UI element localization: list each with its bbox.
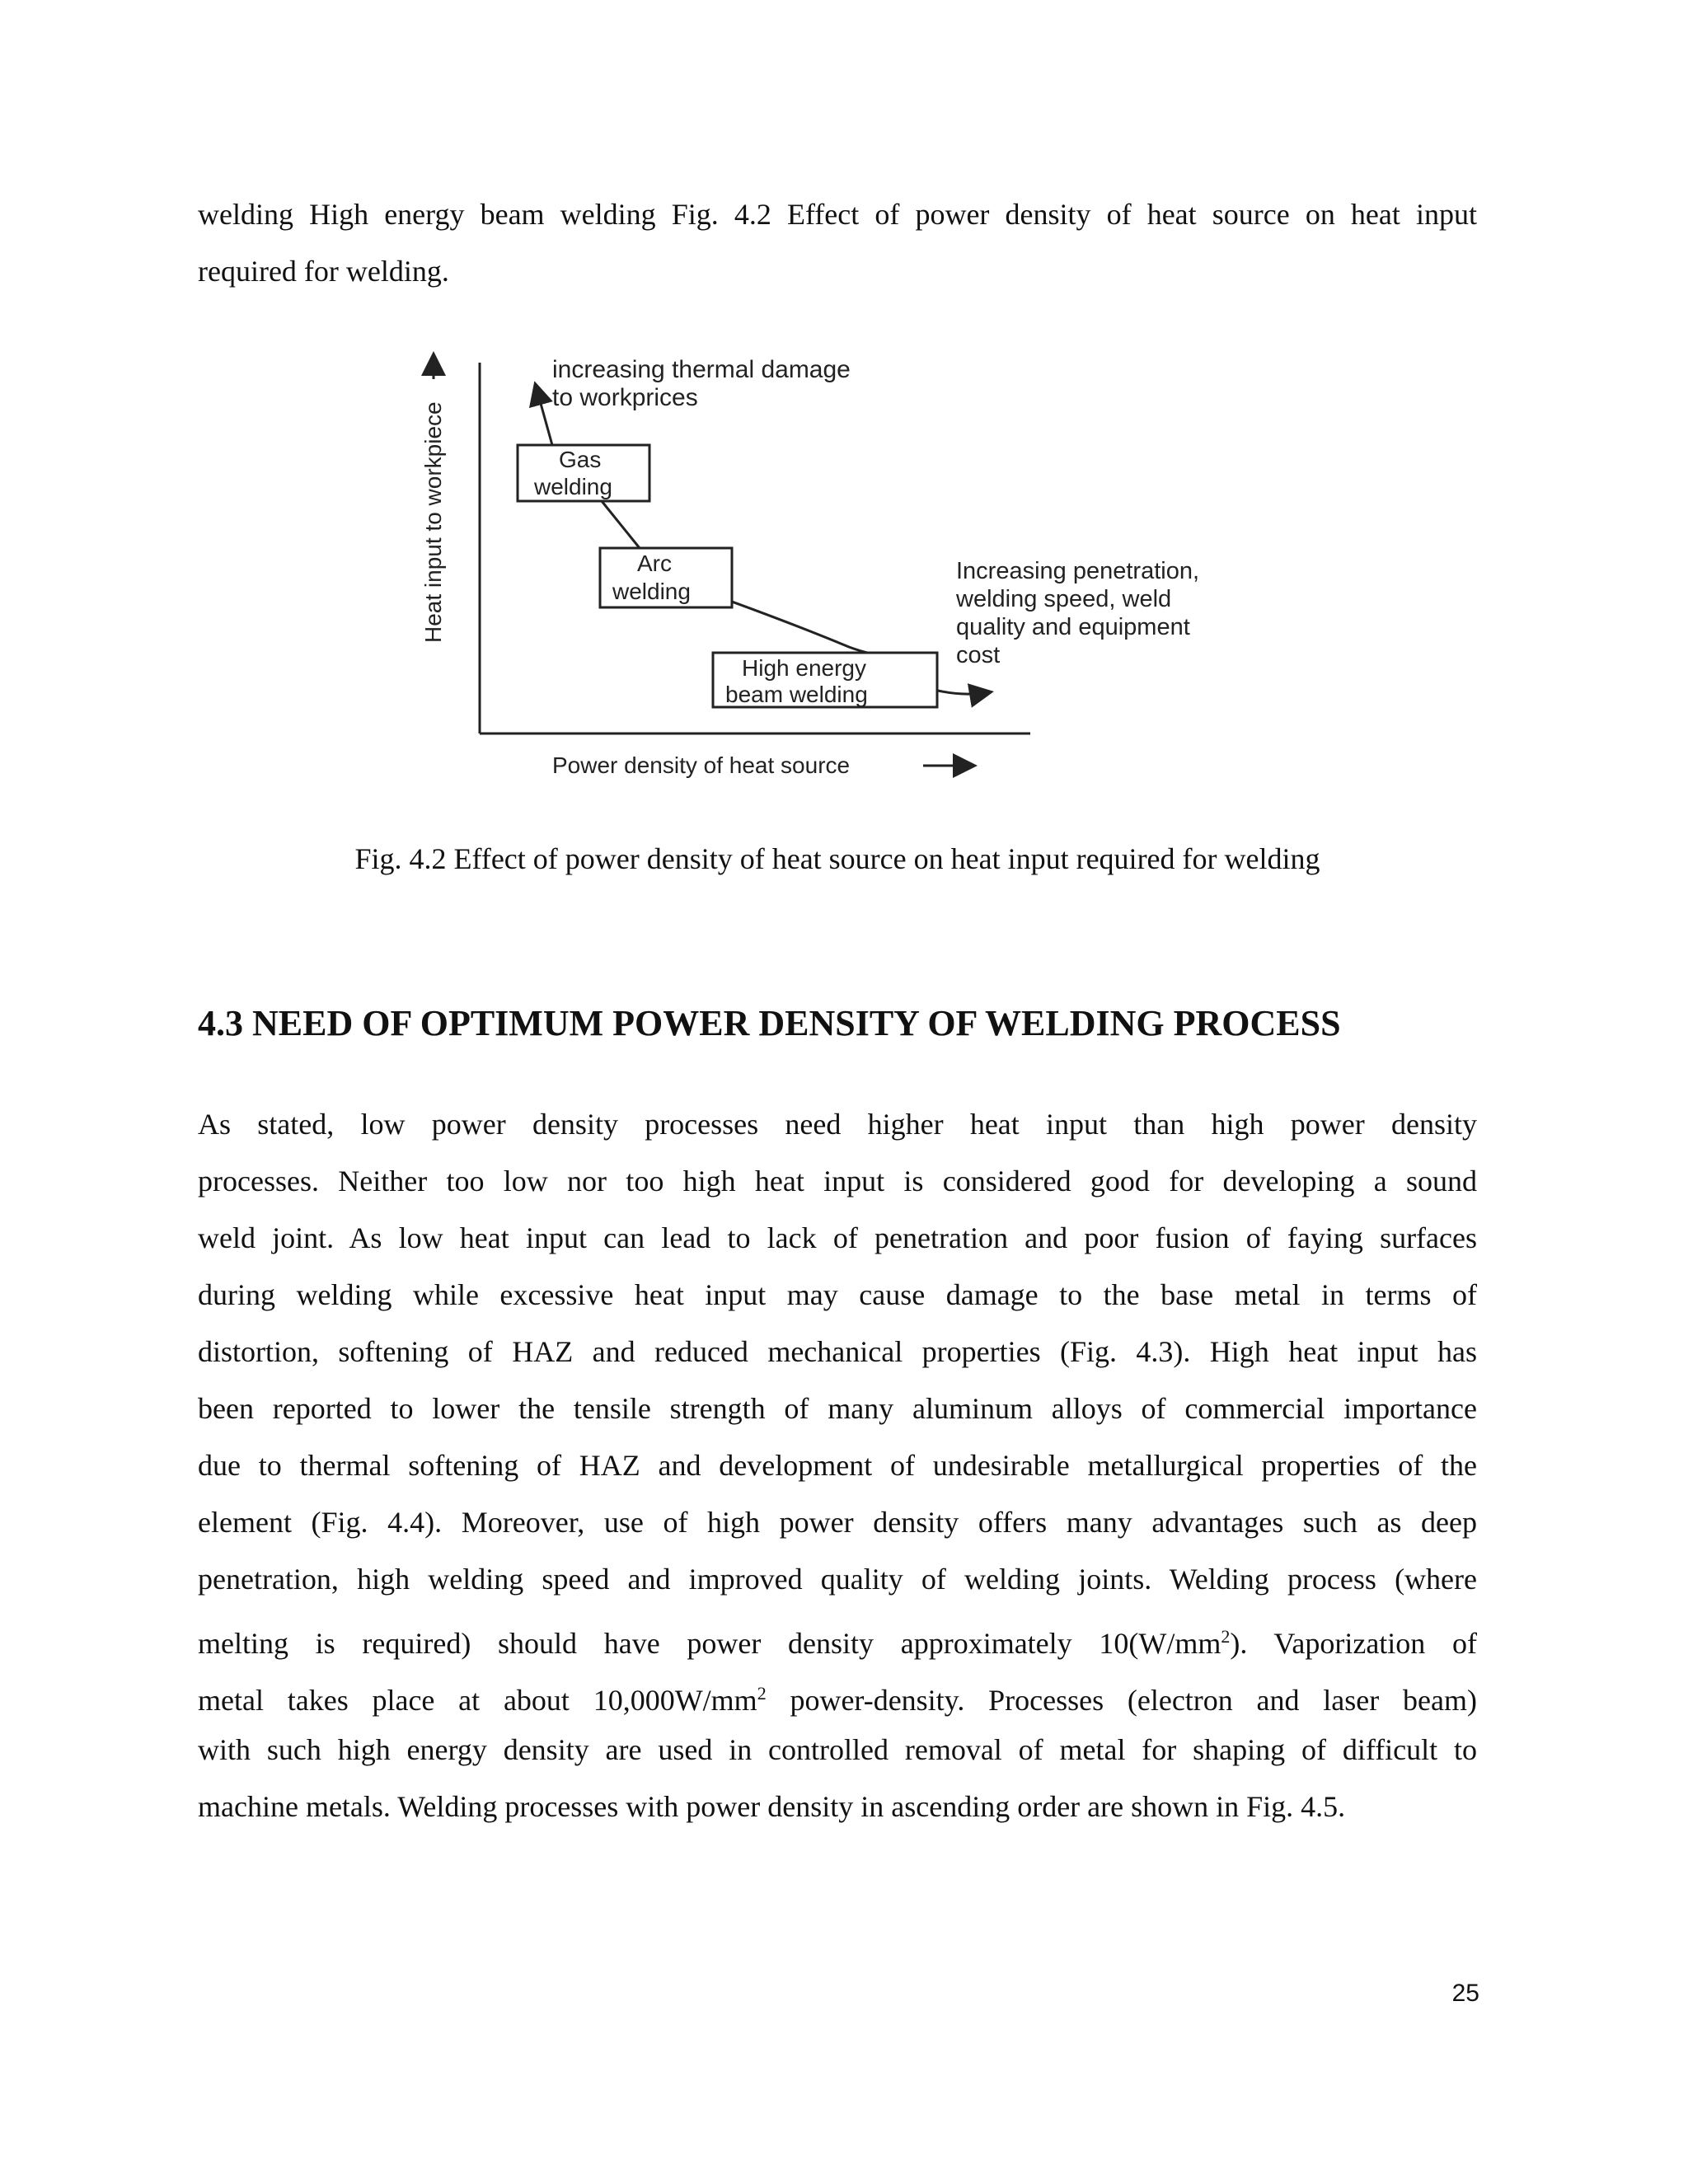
right-note-line4: cost [956,642,1001,668]
connector-gas-arc [602,501,643,552]
gas-welding-label-2: welding [534,474,612,499]
superscript: 2 [1221,1626,1231,1647]
section-paragraph [198,1096,1477,1835]
paragraph-line: distortion, softening of HAZ and reduced mechanical properties (Fig. 4.3). High heat input has [198,1335,1477,1368]
right-note-line2: welding speed, weld [956,586,1172,612]
connector-arc-highenergy [732,602,907,656]
line-text: melting is required) should have power density approximately 10(W/mm [198,1627,1221,1660]
intro-line: welding High energy beam welding Fig. 4.2 Effect of power density of heat source on heat input [198,198,1477,231]
right-note-line1: Increasing penetration, [956,558,1200,584]
page-number: 25 [1451,1980,1479,2007]
paragraph-line: element (Fig. 4.4). Moreover, use of high power density offers many advantages such as deep [198,1506,1477,1539]
diagram-svg [404,346,1311,808]
line-text: ). Vaporization of [1230,1627,1477,1660]
paragraph-line: machine metals. Welding processes with power density in ascending order are shown in Fig. 4.5. [198,1790,1346,1823]
section-heading: 4.3 NEED OF OPTIMUM POWER DENSITY OF WELDING PROCESS [198,1003,1341,1043]
top-note-line2: to workprices [552,384,698,411]
line-text: power-density. Processes (electron and laser beam) [766,1684,1477,1717]
superscript: 2 [757,1683,767,1704]
arc-welding-label-2: welding [612,579,691,604]
paragraph-line: processes. Neither too low nor too high heat input is considered good for developing a sound [198,1165,1477,1197]
paragraph-line: As stated, low power density processes need higher heat input than high power density [198,1108,1477,1141]
gas-welding-label-1: Gas [559,447,602,472]
intro-line: required for welding. [198,255,449,288]
intro-paragraph [198,186,1477,300]
paragraph-line: due to thermal softening of HAZ and development of undesirable metallurgical properties of the [198,1449,1477,1482]
arc-welding-label-1: Arc [637,551,672,576]
penetration-arrow [938,691,989,694]
figure-power-density-diagram [404,346,1311,808]
paragraph-line: penetration, high welding speed and improved quality of welding joints. Welding process (where [198,1563,1477,1596]
top-note-line1: increasing thermal damage [552,356,851,383]
paragraph-line [198,1665,1477,1722]
paragraph-line: been reported to lower the tensile strength of many aluminum alloys of commercial importance [198,1392,1477,1425]
paragraph-line: weld joint. As low heat input can lead to lack of penetration and poor fusion of faying surfaces [198,1221,1477,1254]
x-axis-label: Power density of heat source [552,752,851,778]
paragraph-line: with such high energy density are used in controlled removal of metal for shaping of difficult to [198,1733,1477,1766]
thermal-damage-arrow [536,386,552,445]
y-axis-label: Heat input to workpiece [420,401,446,643]
high-energy-label-2: beam welding [725,682,868,707]
paragraph-line [198,1608,1477,1665]
right-note-line3: quality and equipment [956,614,1190,640]
figure-caption: Fig. 4.2 Effect of power density of heat source on heat input required for welding [354,842,1320,875]
line-text: metal takes place at about 10,000W/mm [198,1684,757,1717]
paragraph-line: during welding while excessive heat input may cause damage to the base metal in terms of [198,1278,1477,1311]
high-energy-label-1: High energy [742,655,866,681]
